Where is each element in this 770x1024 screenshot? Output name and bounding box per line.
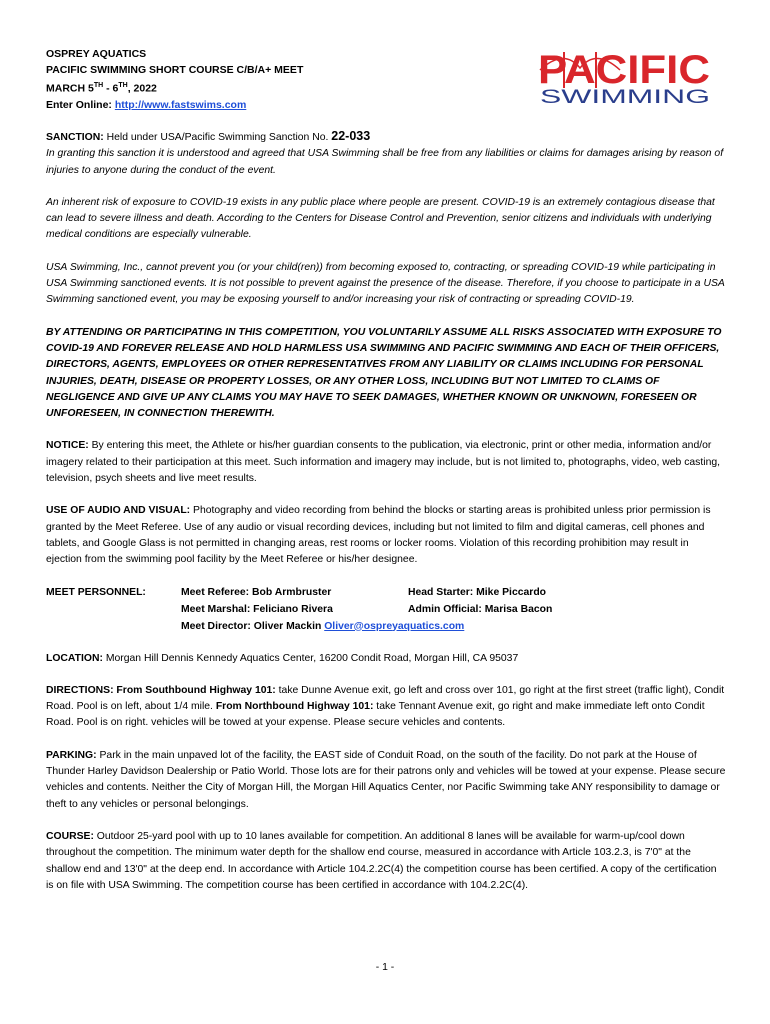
sanction-disclaimer: In granting this sanction it is understood and agreed that USA Swimming shall be free from any liabilities or claims for damages arising by reason of injuries to anyone during the conduct of the event. xyxy=(46,148,724,176)
meet-header xyxy=(46,46,303,113)
covid-risk-paragraph: An inherent risk of exposure to COVID-19 exists in any public place where people are present. COVID-19 is an extremely contagious disease that can lead to severe illness and death. According to the Centers for Disease Control and Prevention, senior citizens and individuals with underlying medical conditions are especially vulnerable. xyxy=(46,196,715,241)
head-starter: Head Starter: Mike Piccardo xyxy=(408,586,547,598)
personnel-label: MEET PERSONNEL: xyxy=(46,586,146,598)
parking-paragraph: PARKING: Park in the main unpaved lot of the facility, the EAST side of Conduit Road, on the south of the facility. Do not park at the House of Thunder Harley Davidson Dealership or Patio World. Those lots are for their patrons only and vehicles will be towed at your expense. Please secure vehicles and contents. Neither the City of Morgan Hill, the Morgan Hill Aquatics Center, nor Pacific Swimming take ANY responsibility to damage or theft to any vehicles or personal belongings. xyxy=(46,749,726,810)
org-name: OSPREY AQUATICS xyxy=(46,48,147,60)
pacific-swimming-logo xyxy=(536,48,716,106)
covid-usa-swimming-paragraph: USA Swimming, Inc., cannot prevent you (or your child(ren)) from becoming exposed to, contracting, or spreading COVID-19 while participating in USA Swimming sanctioned events. It is not possible to prevent against the presence of the disease. Therefore, if you choose to participate in a USA Swimming sanctioned event, you may be exposing yourself to and/or increasing your risk of contracting or spreading COVID-19. xyxy=(46,261,725,306)
logo-text-top: PACIFIC xyxy=(538,48,710,92)
meet-referee: Meet Referee: Bob Armbruster xyxy=(181,586,332,598)
enter-online: Enter Online: http://www.fastswims.com xyxy=(46,98,247,111)
meet-director: Meet Director: Oliver Mackin Oliver@ospreyaquatics.com xyxy=(181,620,465,632)
meet-marshal: Meet Marshal: Feliciano Rivera xyxy=(181,603,333,615)
logo-text-bottom: SWIMMING xyxy=(540,87,710,106)
covid-waiver-paragraph: BY ATTENDING OR PARTICIPATING IN THIS COMPETITION, YOU VOLUNTARILY ASSUME ALL RISKS ASSOCIATED WITH EXPOSURE TO COVID-19 AND FOREVER RELEASE AND HOLD HARMLESS USA SWIMMING AND PACIFIC SWIMMING AND EACH OF THEIR OFFICERS, DIRECTORS, AGENTS, EMPLOYEES OR OTHER REPRESENTATIVES FROM ANY LIABILITY OR CLAIMS INCLUDING FOR PERSONAL INJURIES, DEATH, DISEASE OR PROPERTY LOSSES, OR ANY OTHER LOSS, INCLUDING BUT NOT LIMITED TO CLAIMS OF NEGLIGENCE AND GIVE UP ANY CLAIMS YOU MAY HAVE TO SEEK DAMAGES, WHETHER KNOWN OR UNKNOWN, FORESEEN OR UNFORESEEN, IN CONNECTION THEREWITH. xyxy=(46,326,722,420)
directions-paragraph: DIRECTIONS: From Southbound Highway 101: take Dunne Avenue exit, go left and cross over 101, go right at the first street (traffic light), Condit Road. Pool is on left, about 1/4 mile. From Northbound Highway 101: take Tennant Avenue exit, go right and make immediate left onto Condit Road. Pool is on right. vehicles will be towed at your expense. Please secure vehicles and contents. xyxy=(46,684,725,729)
sanction-section: SANCTION: Held under USA/Pacific Swimming Sanction No. 22-033 In granting this sanction it is understood and agreed that USA Swimming shall be free from any liabilities or claims for damages arising by reason of injuries to anyone during the conduct of the event. xyxy=(46,128,726,179)
meet-date: MARCH 5TH - 6TH, 2022 xyxy=(46,82,157,95)
meet-title: PACIFIC SWIMMING SHORT COURSE C/B/A+ MEET xyxy=(46,64,304,76)
page-number: - 1 - xyxy=(375,962,395,973)
document-body xyxy=(46,128,726,910)
sanction-label: SANCTION: xyxy=(46,132,104,143)
fastswims-link[interactable]: http://www.fastswims.com xyxy=(114,98,247,111)
notice-paragraph: NOTICE: By entering this meet, the Athlete or his/her guardian consents to the publication, via electronic, print or other media, information and/or imagery related to their participation at this meet. Such information and imagery may include, but is not limited to, photographs, video, web casting, television, psych sheets and live meet results. xyxy=(46,440,721,485)
course-paragraph: COURSE: Outdoor 25-yard pool with up to 10 lanes available for competition. An additional 8 lanes will be available for warm-up/cool down throughout the competition. The minimum water depth for the shallow end course, measured in accordance with Article 103.2.3, is 7'0" at the shallow end and 13'0" at the deep end. In accordance with Article 104.2.2C(4) the competition course has been certified. A copy of the certification is on file with USA Swimming. The competition course has been certified in accordance with 104.2.2C(4). xyxy=(46,830,717,891)
audio-visual-paragraph: USE OF AUDIO AND VISUAL: Photography and video recording from behind the blocks or starting areas is prohibited unless prior permission is granted by the Meet Referee. Use of any audio or visual recording devices, including but not limited to film and digital cameras, cell phones and tablets, and Google Glass is not permitted in changing areas, rest rooms or locker rooms. Violation of this recording prohibition may result in ejection from the swimming pool facility by the Meet Referee or his/her designee. xyxy=(46,505,711,566)
meet-personnel xyxy=(46,585,726,637)
admin-official: Admin Official: Marisa Bacon xyxy=(408,603,553,615)
director-email-link[interactable]: Oliver@ospreyaquatics.com xyxy=(324,620,465,632)
location-paragraph: LOCATION: Morgan Hill Dennis Kennedy Aquatics Center, 16200 Condit Road, Morgan Hill, CA 95037 xyxy=(46,652,519,664)
sanction-number: 22-033 xyxy=(331,129,371,143)
